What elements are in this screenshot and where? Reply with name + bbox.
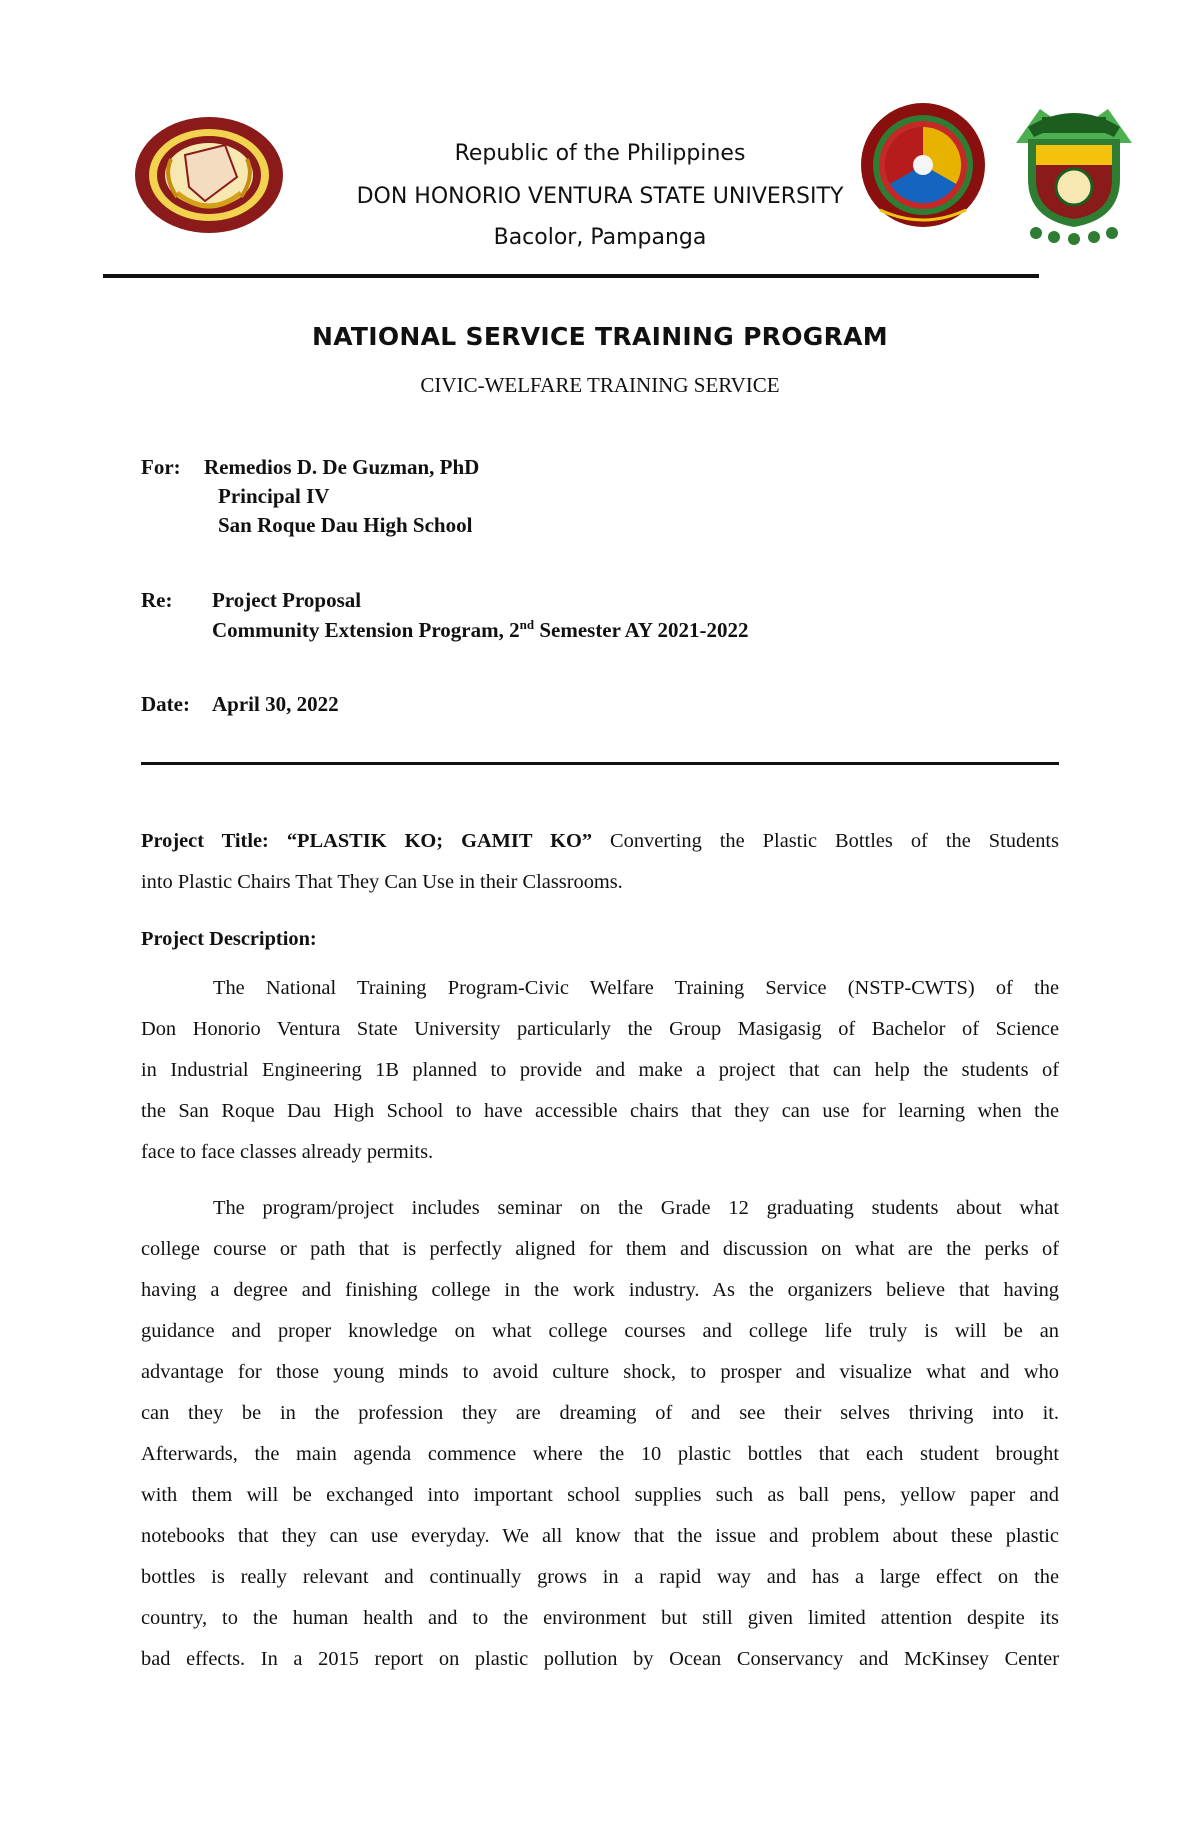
memo-re-line1: Project Proposal [212, 588, 362, 612]
paragraph-line: notebooks that they can use everyday. We all know that the issue and problem about these plastic [141, 1525, 1059, 1547]
header-university: DON HONORIO VENTURA STATE UNIVERSITY [356, 184, 844, 209]
university-seal-logo [133, 115, 285, 235]
header-country: Republic of the Philippines [454, 141, 746, 166]
paragraph-line: advantage for those young minds to avoid culture shock, to prosper and visualize what and who [141, 1361, 1059, 1383]
program-subtitle: CIVIC-WELFARE TRAINING SERVICE [420, 373, 780, 397]
memo-date-value: April 30, 2022 [212, 692, 339, 716]
memo-divider [141, 762, 1059, 765]
memo-date-label: Date: [141, 692, 190, 716]
project-title-name: “PLASTIK KO; GAMIT KO” [286, 830, 593, 852]
project-title-line-1 [141, 821, 1059, 862]
paragraph-line: bottles is really relevant and continually grows in a rapid way and has a large effect on the [141, 1566, 1059, 1588]
header-divider [103, 274, 1039, 278]
paragraph-line: The National Training Program-Civic Welfare Training Service (NSTP-CWTS) of the [213, 977, 1059, 999]
paragraph-line: in Industrial Engineering 1B planned to provide and make a project that can help the students of [141, 1059, 1059, 1081]
project-title-block [141, 821, 1059, 903]
paragraph-line: having a degree and finishing college in the work industry. As the organizers believe that having [141, 1279, 1059, 1301]
memo-re-label: Re: [141, 588, 173, 612]
paragraph-line: guidance and proper knowledge on what college courses and college life truly is will be an [141, 1320, 1059, 1342]
description-paragraph-2 [141, 1188, 1059, 1680]
paragraph-line: The program/project includes seminar on the Grade 12 graduating students about what [213, 1197, 1059, 1219]
project-title-line-2: into Plastic Chairs That They Can Use in their Classrooms. [141, 871, 623, 893]
description-paragraph-1 [141, 968, 1059, 1173]
memo-for-school: San Roque Dau High School [218, 513, 473, 537]
paragraph-line: face to face classes already permits. [141, 1141, 434, 1163]
memo-re-line2-post: Semester AY 2021-2022 [534, 618, 749, 642]
paragraph-line: the San Roque Dau High School to have accessible chairs that they can use for learning when the [141, 1100, 1059, 1122]
memo-for-label: For: [141, 455, 181, 479]
memo-for-name: Remedios D. De Guzman, PhD [204, 455, 480, 479]
paragraph-line: Afterwards, the main agenda commence where the 10 plastic bottles that each student brought [141, 1443, 1059, 1465]
paragraph-line: country, to the human health and to the environment but still given limited attention despite its [141, 1607, 1059, 1629]
project-description-label: Project Description: [141, 928, 317, 950]
memo-re-line2 [212, 617, 749, 643]
header-location: Bacolor, Pampanga [493, 225, 707, 250]
paragraph-line: bad effects. In a 2015 report on plastic pollution by Ocean Conservancy and McKinsey Center [141, 1648, 1059, 1670]
nstp-cwts-logo [1014, 103, 1134, 245]
project-title-rest-1: Converting the Plastic Bottles of the Students [592, 830, 1059, 852]
project-title-label: Project Title: [141, 830, 269, 852]
paragraph-line: college course or path that is perfectly aligned for them and discussion on what are the perks of [141, 1238, 1059, 1260]
program-title: NATIONAL SERVICE TRAINING PROGRAM [311, 322, 888, 351]
paragraph-line: can they be in the profession they are dreaming of and see their selves thriving into it. [141, 1402, 1059, 1424]
memo-re-line2-pre: Community Extension Program, 2 [212, 618, 520, 642]
memo-for-position: Principal IV [218, 484, 330, 508]
paragraph-line: Don Honorio Ventura State University particularly the Group Masigasig of Bachelor of Science [141, 1018, 1059, 1040]
memo-re-line2-sup: nd [519, 617, 535, 632]
paragraph-line: with them will be exchanged into important school supplies such as ball pens, yellow paper and [141, 1484, 1059, 1506]
